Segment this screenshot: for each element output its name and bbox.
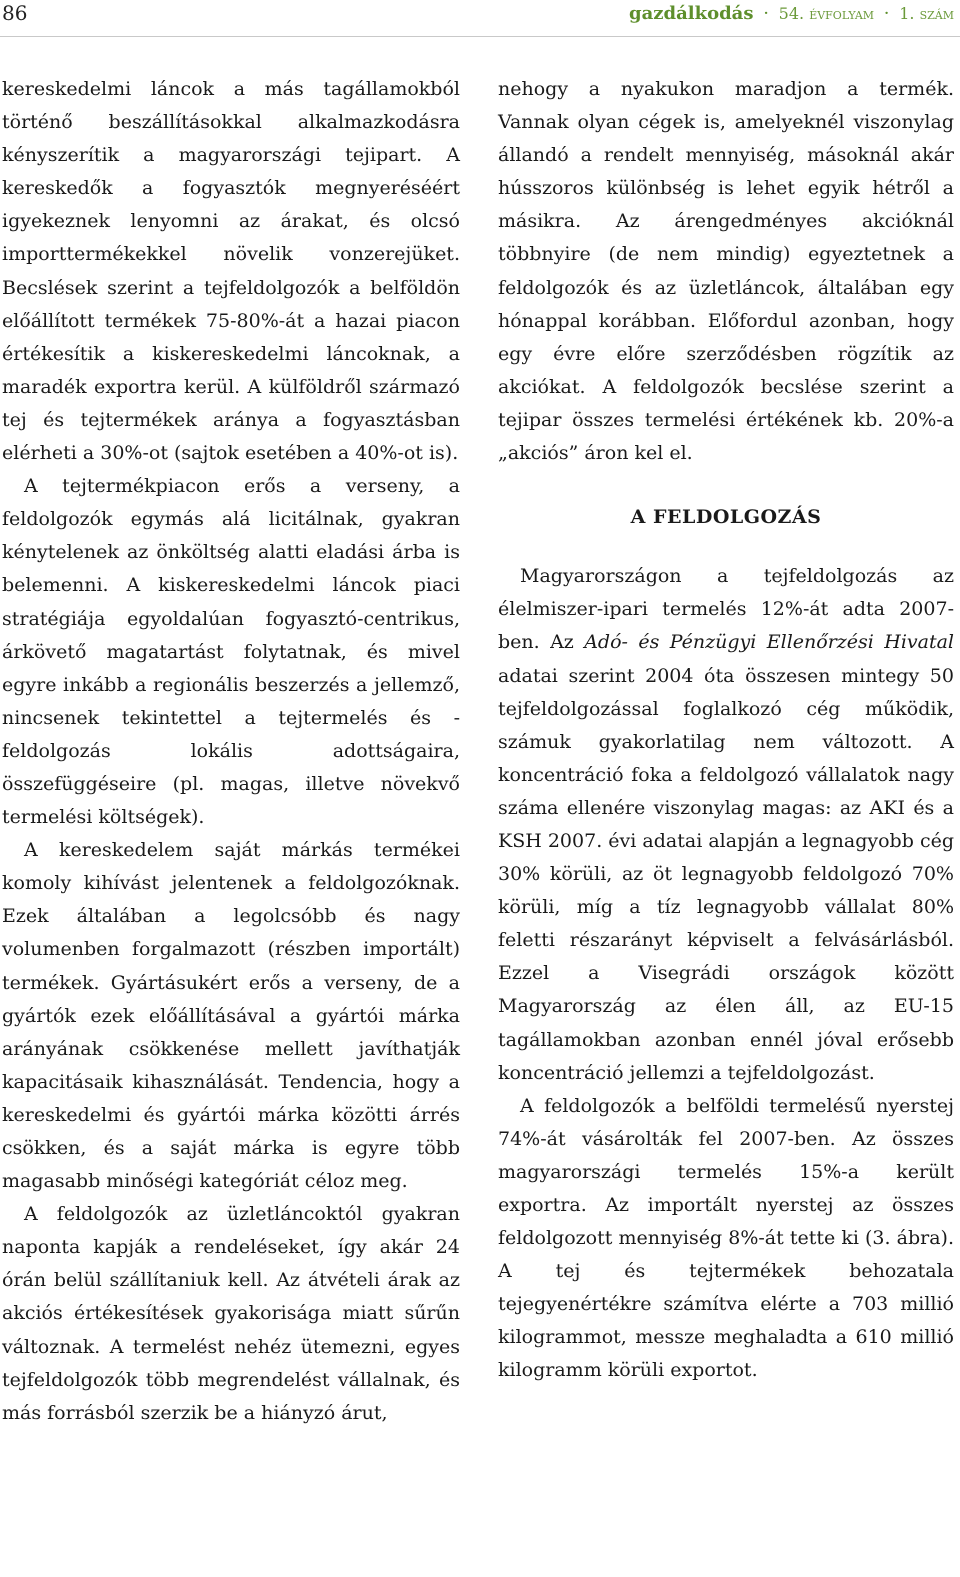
paragraph: A tejtermékpiacon erős a verseny, a feldolgozók egymás alá licitálnak, gyakran kénytelenek az önköltség alatti eladási árba is belemenni. A kiskereskedelmi láncok piaci stratégiája egyoldalúan fogyasztó-centrikus, árkövető magatartást folytatnak, és mivel egyre inkább a regionális beszerzés a jellemző, nincsenek tekintettel a tejtermelés és -feldolgozás lokális adottságaira, összefüggéseire (pl. magas, illetve növekvő termelési költségek). bbox=[2, 475, 460, 829]
paragraph: A feldolgozók az üzletláncoktól gyakran naponta kapják a rendeléseket, így akár 24 órán belül szállítaniuk kell. Az átvételi árak az akciós értékesítések gyakorisága miatt sűrűn változnak. A termelést nehéz ütemezni, egyes tejfeldolgozók több megrendelést vállalnak, és más forrásból szerzik be a hiányzó árut, bbox=[2, 1203, 460, 1424]
page-number: 86 bbox=[2, 1, 28, 25]
separator-dot: · bbox=[763, 3, 769, 24]
paragraph: nehogy a nyakukon maradjon a termék. Vannak olyan cégek is, amelyeknél viszonylag állandó a rendelt mennyiség, másoknál akár hússzoros különbség is lehet egyik hétről a másikra. Az árengedményes akcióknál többnyire (de nem mindig) egyeztetnek a feldolgozók és az üzletláncok, általában egy hónappal korábban. Előfordul azonban, hogy egy évre előre szerződésben rögzítik az akciókat. A feldolgozók becslése szerint a tejipar összes termelési értékének kb. 20%-a „akciós” áron kel el. bbox=[498, 78, 954, 465]
section-heading: A FELDOLGOZÁS bbox=[630, 506, 822, 529]
agency-name: Adó- és Pénzügyi Ellenőrzési Hivatal bbox=[584, 631, 954, 654]
journal-title: gazdálkodás bbox=[629, 3, 754, 24]
paragraph-text: Magyarországon a tejfeldolgozás az élelmiszer-ipari termelés 12%-át adta 2007-ben. Az bbox=[498, 565, 954, 654]
paragraph: A kereskedelem saját márkás termékei komoly kihívást jelentenek a feldolgozóknak. Ezek általában a legolcsóbb és nagy volumenben forgalmazott (részben importált) termékek. Gyártásukért erős a verseny, de a gyártók ezek előállításával a gyártói márka arányának csökkenése mellett javíthatják kapacitásaik kihasználását. Tendencia, hogy a kereskedelmi és gyártói márka közötti árrés csökken, és a saját márka is egyre több magasabb minőségi kategóriát céloz meg. bbox=[2, 839, 460, 1193]
volume-label: 54. évfolyam bbox=[778, 4, 875, 23]
running-head bbox=[629, 2, 954, 26]
page-header bbox=[0, 0, 960, 42]
paragraph: kereskedelmi láncok a más tagállamokból történő beszállításokkal alkalmazkodásra kényszerítik a magyarországi tejipart. A kereskedők a fogyasztók megnyeréséért igyekeznek lenyomni az árakat, és olcsó importtermékekkel növelik vonzerejüket. Becslések szerint a tejfeldolgozók a belföldön előállított termékek 75-80%-át a hazai piacon értékesítik a kiskereskedelmi láncoknak, a maradék exportra kerül. A külföldről származó tej és tejtermékek aránya a fogyasztásban elérheti a 30%-ot (sajtok esetében a 40%-ot is). bbox=[2, 78, 460, 465]
paragraph bbox=[498, 560, 954, 1090]
left-column bbox=[2, 73, 460, 1430]
header-divider bbox=[0, 36, 960, 37]
paragraph-text: adatai szerint 2004 óta összesen mintegy 50 tejfeldolgozással foglalkozó cég működik, számuk gyakorlatilag nem változott. A koncentráció foka a feldolgozó vállalatok nagy száma ellenére viszonylag magas: az AKI és a KSH 2007. évi adatai alapján a legnagyobb cég 30% körüli, az öt legnagyobb feldolgozó 70% körüli, míg a tíz legnagyobb vállalat 80% feletti részarányt képviselt a felvásárlásból. Ezzel a Visegrádi országok között Magyarország az élen áll, az EU-15 tagállamokban azonban ennél jóval erősebb koncentráció jellemzi a tejfeldolgozást. bbox=[498, 664, 954, 1084]
paragraph: A feldolgozók a belföldi termelésű nyerstej 74%-át vásárolták fel 2007-ben. Az összes magyarországi termelés 15%-a került exportra. Az importált nyerstej az összes feldolgozott mennyiség 8%-át tette ki (3. ábra). A tej és tejtermékek behozatala tejegyenértékre számítva elérte a 703 millió kilogrammot, messze meghaladta a 610 millió kilogramm körüli exportot. bbox=[498, 1094, 954, 1382]
separator-dot: · bbox=[883, 3, 890, 24]
issue-label: 1. szám bbox=[899, 4, 954, 23]
right-column bbox=[498, 73, 954, 1388]
